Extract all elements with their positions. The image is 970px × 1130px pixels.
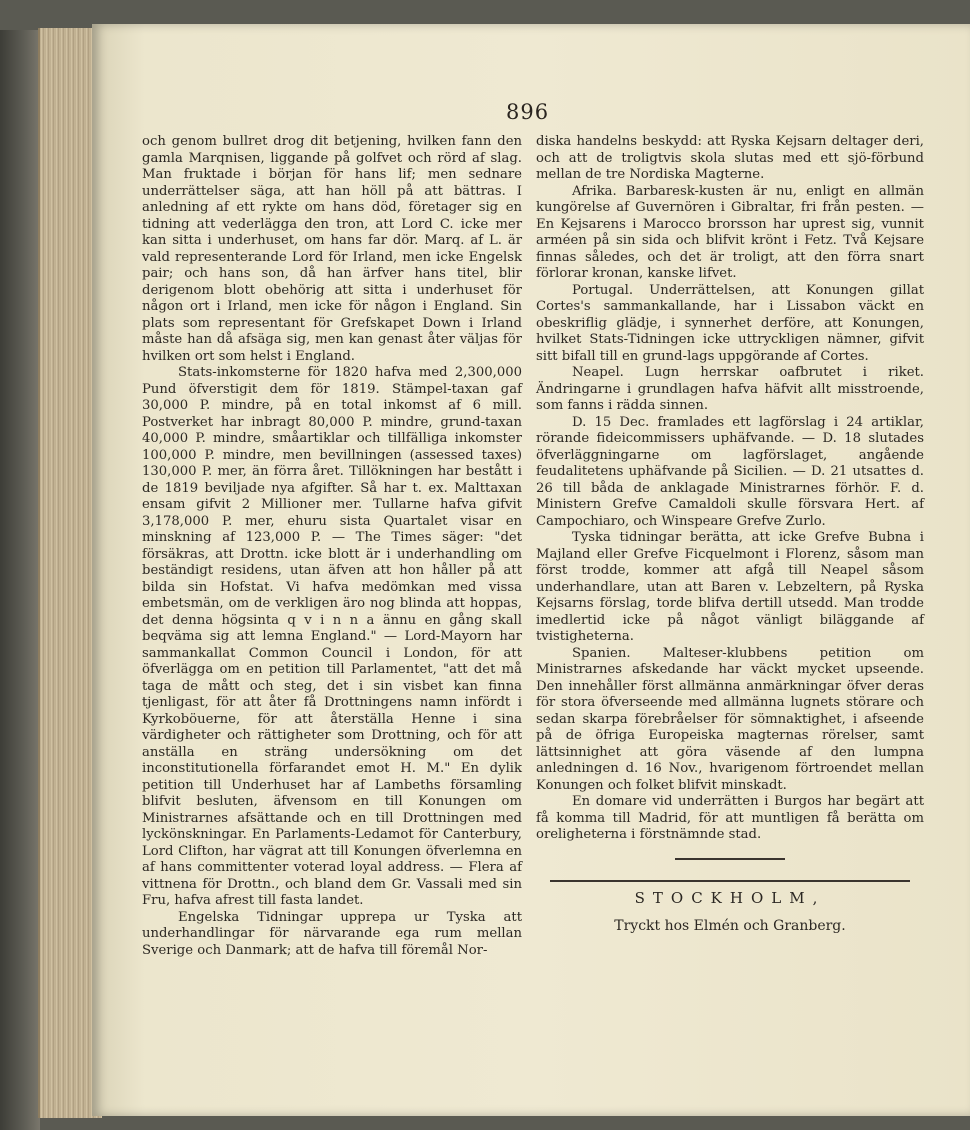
paragraph: D. 15 Dec. framlades ett lagförslag i 24 artiklar, rörande fideicommissers uphäfvande. — D. 18 slutades öfverläggningarne om lagförslaget, angående feudalitetens uphäfvande på Sicilien. — D. 21 utsattes d. 26 till båda de anklagade Ministrarnes förhör. F. d. Ministern Grefve Camaldoli skulle försvara Hert. af Campochiaro, och Winspeare Grefve Zurlo. xyxy=(536,414,924,529)
right-column xyxy=(536,134,924,935)
paragraph: Afrika. Barbaresk-kusten är nu, enligt en allmän kungörelse af Guvernören i Gibraltar, fri från pesten. — En Kejsarens i Marocco brorsson har uprest sig, vunnit arméen på sin sida och blifvit krönt i Fetz. Två Kejsare finnas således, och det är troligt, att den förra snart förlorar kronan, kanske lifvet. xyxy=(536,183,924,281)
page-number: 896 xyxy=(506,100,550,124)
imprint-city: STOCKHOLM, xyxy=(634,888,826,907)
paragraph: En domare vid underrätten i Burgos har begärt att få komma till Madrid, för att muntligen få berätta om oreligheterna i förstnämnde stad. xyxy=(536,794,924,842)
divider xyxy=(550,880,910,882)
book-binding xyxy=(0,30,40,1130)
paragraph: Stats-inkomsterne för 1820 hafva med 2,300,000 Pund öfverstigit dem för 1819. Stämpel-taxan gaf 30,000 P. mindre, på en total inkomst af 6 mill. Postverket har inbragt 80,000 P. mindre, grund-taxan 40,000 P. mindre, småartiklar och tillfälliga inkomster 100,000 P. mindre, men bevillningen (assessed taxes) 130,000 P. mer, än förra året. Tillökningen har bestått i de 1819 beviljade nya afgifter. Så har t. ex. Malttaxan ensam gifvit 2 Millioner mer. Tullarne hafva gifvit 3,178,000 P. mer, ehuru sista Quartalet visar en minskning af 123,000 P. — The Times säger: "det försäkras, att Drottn. icke blott är i underhandling om beständigt residens, utan äfven att hon håller på att bilda sin Hofstat. Vi hafva medömkan med vissa embetsmän, om de verkligen äro nog blinda att hoppas, det denna högsinta q v i n n a ännu en gång skall beqväma sig att lemna England." — Lord-Mayorn har sammankallat Common Council i London, för att öfverlägga om en petition till Parlamentet, "att det må taga de mått och steg, det i sin visbet kan finna tjenligast, för att åter få Drottningens namn infördt i Kyrkoböuerne, för att återställa Henne i sina värdigheter och rättigheter som Drottning, och för att anställa en sträng undersökning om det inconstitutionella förfarandet emot H. M." En dylik petition till Underhuset har af Lambeths församling blifvit besluten, äfvensom en till Konungen om Ministrarnes afsättande och en till Drottningen med lyckönskningar. En Parlaments-Ledamot för Canterbury, Lord Clifton, har vägrat att till Konungen öfverlemna en af hans committenter voterad loyal address. — Flera af vittnena för Drottn., och bland dem Gr. Vassali med sin Fru, hafva afrest till fasta landet. xyxy=(142,365,522,908)
left-column xyxy=(142,134,522,959)
paragraph: Neapel. Lugn herrskar oafbrutet i riket. Ändringarne i grundlagen hafva häfvit allt misstroende, som fanns i rädda sinnen. xyxy=(536,365,924,413)
imprint-printer: Tryckt hos Elmén och Granberg. xyxy=(614,918,846,934)
paragraph: diska handelns beskydd: att Ryska Kejsarn deltager deri, och att de troligtvis skola slutas med ett sjö-förbund mellan de tre Nordiska Magterne. xyxy=(536,134,924,182)
paragraph: och genom bullret drog dit betjening, hvilken fann den gamla Marqnisen, liggande på golfvet och rörd af slag. Man fruktade i början för hans lif; men sednare underrättelser säga, att han höll på att bättras. I anledning af ett rykte om hans död, företager sig en tidning att vederlägga den tron, att Lord C. icke mer kan sitta i underhuset, om hans far dör. Marq. af L. är vald representerande Lord för Irland, men icke Engelsk pair; och hans son, då han ärfver hans titel, blir derigenom blott obehörig att sitta i underhuset för någon ort i Irland, men icke för någon i England. Sin plats som representant för Grefskapet Down i Irland måste han då afsäga sig, men kan genast åter väljas för hvilken ort som helst i England. xyxy=(142,134,522,364)
divider xyxy=(675,858,785,860)
paragraph: Engelska Tidningar upprepa ur Tyska att underhandlingar för närvarande ega rum mellan Sverige och Danmark; att de hafva till föremål Nor- xyxy=(142,909,522,958)
paragraph: Tyska tidningar berätta, att icke Grefve Bubna i Majland eller Grefve Ficquelmont i Florenz, såsom man först trodde, kommer att afgå till Neapel såsom underhandlare, utan att Baren v. Lebzeltern, på Ryska Kejsarns förslag, torde blifva dertill utsedd. Man trodde imedlertid icke på något vänligt biläggande af tvistigheterna. xyxy=(536,530,924,644)
paragraph: Portugal. Underrättelsen, att Konungen gillat Cortes's sammankallande, har i Lissabon väckt en obeskriflig glädje, i synnerhet derföre, att Konungen, hvilket Stats-Tidningen icke uttryckligen nämner, gifvit sitt bifall till en grund-lags uppgörande af Cortes. xyxy=(536,282,924,364)
paragraph: Spanien. Malteser-klubbens petition om Ministrarnes afskedande har väckt mycket upseende. Den innehåller först allmänna anmärkningar öfver deras för stora öfverseende med allmänna lugnets störare och sedan skarpa förebråelser för sömnaktighet, i afseende på de öfriga Europeiska magternas rörelser, samt lättsinnighet att göra väsende af den lumpna anledningen d. 16 Nov., hvarigenom förtroendet mellan Konungen och folket blifvit minskadt. xyxy=(536,645,924,793)
